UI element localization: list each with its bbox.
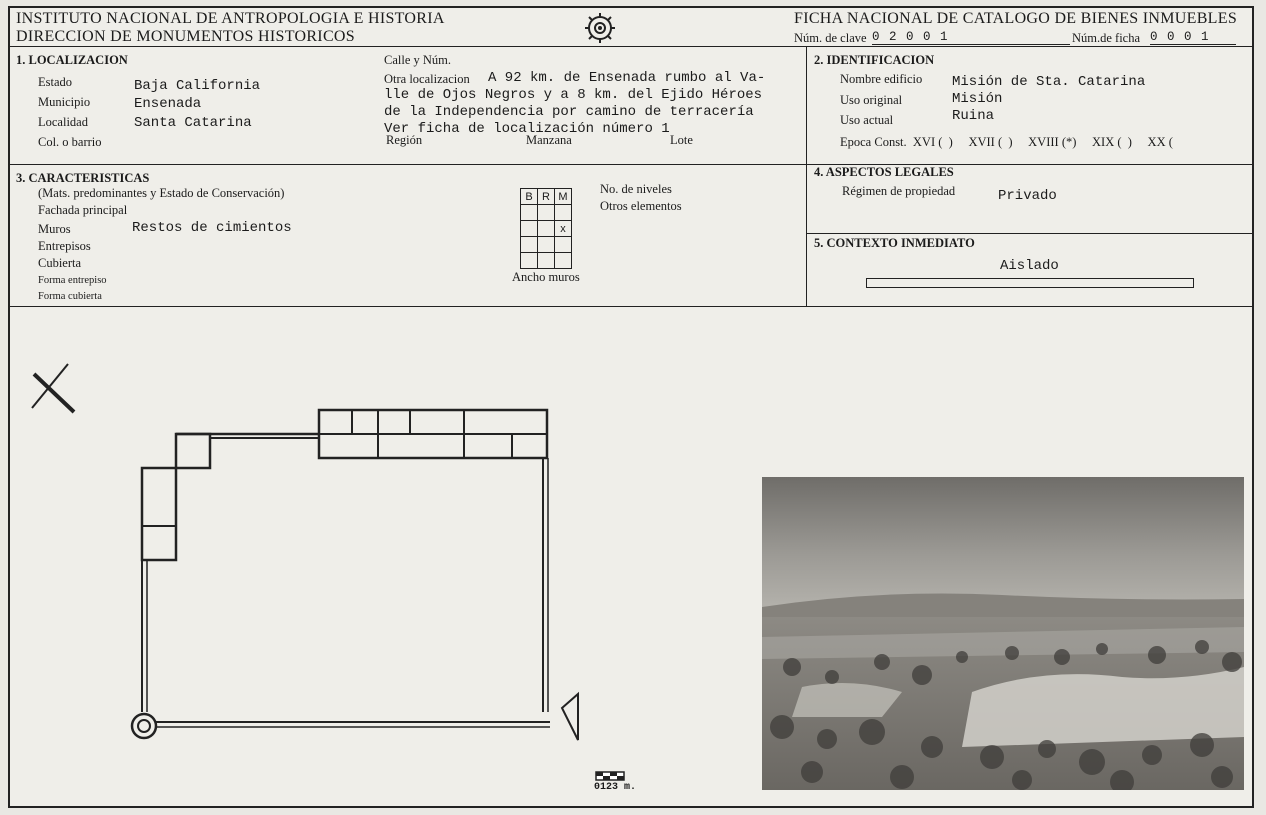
institute-title: INSTITUTO NACIONAL DE ANTROPOLOGIA E HISTORIA	[16, 10, 445, 27]
grid-cell	[521, 237, 538, 253]
site-photograph	[762, 477, 1244, 790]
ficha-label: Núm.de ficha	[1072, 31, 1141, 45]
divider-header	[10, 46, 1252, 47]
uso-actual-label: Uso actual	[840, 113, 894, 127]
regimen-value: Privado	[998, 188, 1057, 204]
divider-legal	[806, 233, 1252, 234]
grid-cell	[555, 253, 572, 269]
nombre-label: Nombre edificio	[840, 72, 923, 86]
estado-label: Estado	[38, 75, 73, 89]
caracteristicas-subtitle: (Mats. predominantes y Estado de Conservación)	[38, 186, 285, 200]
otra-line-4: Ver ficha de localización número 1	[384, 121, 670, 137]
otros-elementos-label: Otros elementos	[600, 199, 682, 213]
otra-line-3: de la Independencia por camino de terracería	[384, 104, 754, 120]
localidad-label: Localidad	[38, 115, 88, 129]
cubierta-label: Cubierta	[38, 256, 82, 270]
conservation-grid	[520, 188, 572, 269]
plan-bastion	[132, 714, 156, 738]
grid-cell	[538, 253, 555, 269]
plan-entrance-marker	[562, 694, 578, 740]
manzana-label: Manzana	[526, 133, 572, 147]
grid-header-b: B	[521, 189, 538, 205]
otra-localizacion-label: Otra localizacion	[384, 72, 470, 86]
section-aspectos-title: 4. ASPECTOS LEGALES	[814, 165, 954, 179]
municipio-value: Ensenada	[134, 96, 202, 112]
entrepisos-label: Entrepisos	[38, 239, 91, 253]
grid-cell	[555, 237, 572, 253]
grid-cell	[521, 205, 538, 221]
divider-row2	[10, 306, 1252, 307]
uso-actual-value: Ruina	[952, 108, 995, 124]
grid-cell	[555, 205, 572, 221]
section-caracteristicas-title: 3. CARACTERISTICAS	[16, 171, 150, 185]
fachada-label: Fachada principal	[38, 203, 128, 217]
forma-cubierta-label: Forma cubierta	[38, 291, 102, 302]
section-localizacion-title: 1. LOCALIZACION	[16, 53, 128, 67]
grid-cell	[521, 253, 538, 269]
direction-title: DIRECCION DE MONUMENTOS HISTORICOS	[16, 28, 355, 45]
floor-plan-drawing	[10, 308, 630, 808]
epoca-construccion: Epoca Const. XVI ( ) XVII ( ) XVIII (*) XIX ( ) XX (	[840, 135, 1173, 149]
otra-line-1: A 92 km. de Ensenada rumbo al Va-	[488, 70, 766, 86]
clave-label: Núm. de clave	[794, 31, 867, 45]
niveles-label: No. de niveles	[600, 182, 672, 196]
contexto-bar	[866, 278, 1194, 288]
lote-label: Lote	[670, 133, 693, 147]
grid-cell	[538, 205, 555, 221]
nombre-value: Misión de Sta. Catarina	[952, 74, 1146, 90]
grid-cell	[521, 221, 538, 237]
muros-value: Restos de cimientos	[132, 220, 292, 236]
region-label: Región	[386, 133, 423, 147]
grid-header-m: M	[555, 189, 572, 205]
catalog-sheet	[8, 6, 1254, 808]
uso-original-value: Misión	[952, 91, 1003, 107]
plan-corner-room	[176, 434, 210, 468]
localidad-value: Santa Catarina	[134, 115, 252, 131]
grid-cell	[538, 221, 555, 237]
grid-cell	[538, 237, 555, 253]
calle-label: Calle y Núm.	[384, 53, 452, 67]
muros-label: Muros	[38, 222, 71, 236]
regimen-label: Régimen de propiedad	[842, 184, 956, 198]
forma-entrepiso-label: Forma entrepiso	[38, 275, 107, 286]
estado-value: Baja California	[134, 78, 261, 94]
divider-vertical	[806, 46, 807, 306]
uso-original-label: Uso original	[840, 93, 903, 107]
divider-row1	[10, 164, 1252, 165]
municipio-label: Municipio	[38, 95, 91, 109]
contexto-value: Aislado	[1000, 258, 1059, 274]
section-identificacion-title: 2. IDENTIFICACION	[814, 53, 935, 67]
grid-cell-muros-mark: x	[555, 221, 572, 237]
clave-value: 0 2 0 0 1	[872, 30, 1070, 45]
scale-bar	[596, 772, 624, 780]
form-title: FICHA NACIONAL DE CATALOGO DE BIENES INMUEBLES	[794, 10, 1238, 27]
section-contexto-title: 5. CONTEXTO INMEDIATO	[814, 236, 975, 250]
grid-header-r: R	[538, 189, 555, 205]
plan-left-rooms	[142, 468, 176, 560]
colonia-label: Col. o barrio	[38, 135, 102, 149]
otra-line-2: lle de Ojos Negros y a 8 km. del Ejido Héroes	[384, 87, 763, 103]
inah-emblem-icon	[582, 10, 618, 46]
ficha-value: 0 0 0 1	[1150, 30, 1236, 45]
ancho-muros-label: Ancho muros	[512, 270, 580, 284]
scale-label: 0123 m.	[594, 782, 637, 793]
